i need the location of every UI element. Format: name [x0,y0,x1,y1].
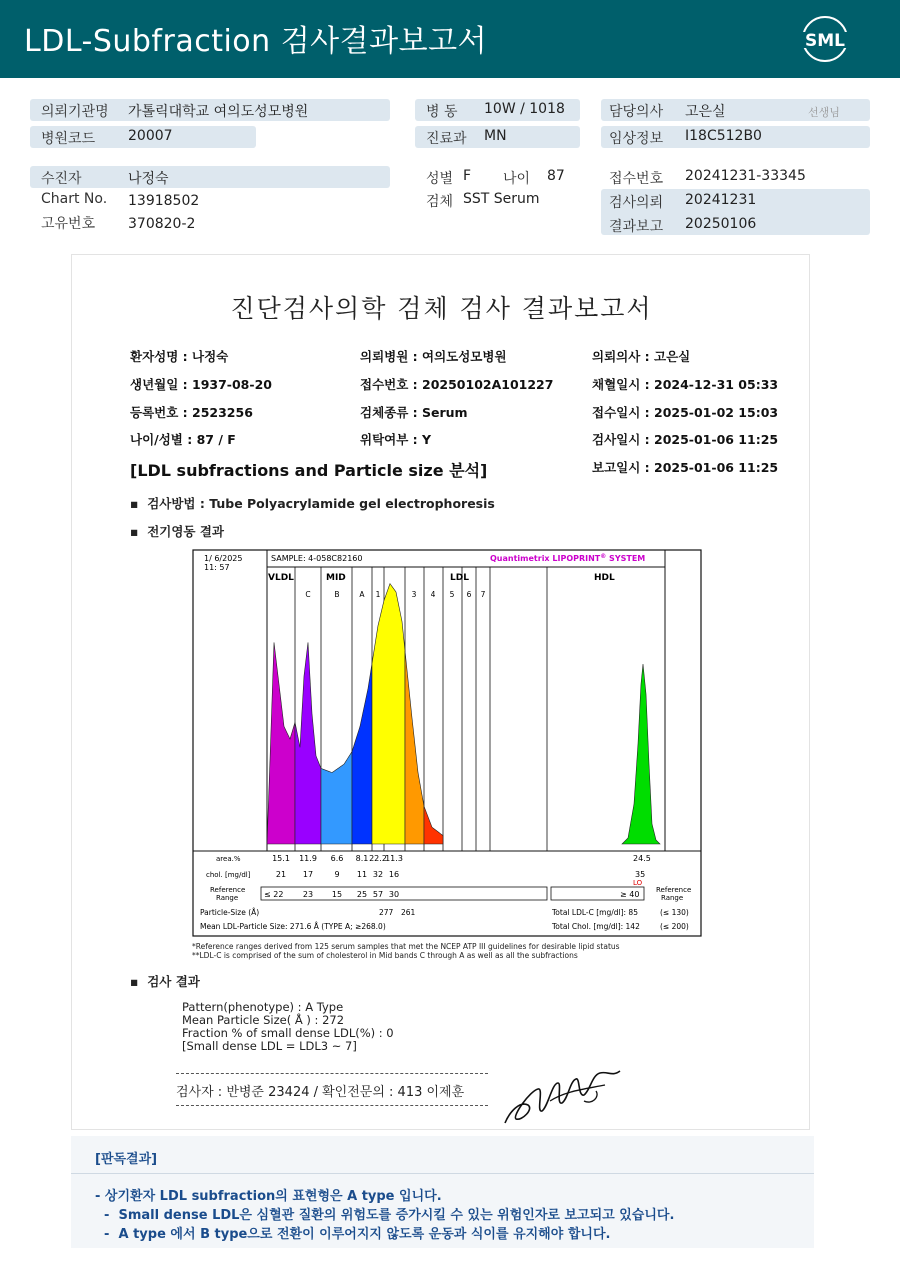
area-value: 22.2 [369,854,387,863]
interpretation-line-1: - 상기환자 LDL subfraction의 표현형은 A type 입니다. [95,1189,442,1204]
electrophoresis-chart [192,549,702,939]
doctor-label: 담당의사 [609,104,664,120]
ref-value: 25 [356,890,368,899]
doc-birth: 생년월일 : 1937-08-20 [130,377,272,392]
report-date-value: 20250106 [685,216,757,232]
receipt-value: 20241231-33345 [685,168,806,184]
hospital-code-value: 20007 [128,128,173,144]
group-vldl: VLDL [268,573,294,583]
psize-label: Particle-Size (Å) [200,908,260,917]
hospital-code-label: 병원코드 [41,131,96,147]
doc-receipt: 접수번호 : 20250102A101227 [360,377,554,392]
band-label-7: 7 [480,590,486,599]
doc-hospital: 의뢰병원 : 여의도성모병원 [360,349,507,364]
specimen-label: 검체 [426,194,454,210]
handwritten-signature [500,1061,630,1131]
doctor-suffix: 선생님 [808,106,840,119]
report-header [0,0,900,78]
report-date-label: 결과보고 [609,219,664,235]
clinical-label: 임상정보 [609,131,664,147]
age-label: 나이 [503,171,531,187]
area-value: 11.9 [299,854,317,863]
doc-age-sex: 나이/성별 : 87 / F [130,432,236,447]
doc-doctor: 의뢰의사 : 고은실 [592,349,691,364]
institution-label: 의뢰기관명 [41,104,109,120]
institution-value: 가톨릭대학교 여의도성모병원 [128,104,309,120]
electro-heading: ▪ 전기영동 결과 [130,524,224,539]
band-label-3: 3 [411,590,417,599]
chol-value: 9 [334,870,340,879]
report-title: LDL-Subfraction 검사결과보고서 [24,24,488,59]
psize-1: 277 [379,908,394,917]
chart-no-value: 13918502 [128,193,200,209]
ward-label: 병 동 [426,104,458,120]
ref-value: 15 [331,890,343,899]
total-ldl-ref: (≤ 130) [660,908,689,917]
result-line-2: Mean Particle Size( Å ) : 272 [182,1013,345,1027]
ref-value: 23 [302,890,314,899]
sex-label: 성별 [426,171,454,187]
result-line-4: [Small dense LDL = LDL3 ~ 7] [182,1039,357,1053]
ref-value: 30 [388,890,400,899]
ref-right-2: Range [661,894,684,902]
section-title: [LDL subfractions and Particle size 분석] [130,461,488,480]
group-mid: MID [326,573,346,583]
doc-collect: 채혈일시 : 2024-12-31 05:33 [592,377,779,392]
method-line: ▪ 검사방법 : Tube Polyacrylamide gel electrophoresis [130,496,495,511]
ward-value: 10W / 1018 [484,101,565,117]
chart-time: 11: 57 [204,563,230,572]
area-hdl: 24.5 [633,854,651,863]
patient-label: 수진자 [41,171,82,187]
area-value: 6.6 [330,854,344,863]
receipt-label: 접수번호 [609,171,664,187]
lab-report-document [71,254,810,1130]
ref-row-label-1: Reference [210,886,246,894]
doc-tested: 검사일시 : 2025-01-06 11:25 [592,432,779,447]
interpretation-line-2: - Small dense LDL은 심혈관 질환의 위험도를 증가시킬 수 있는 위험인자로 보고되고 있습니다. [95,1208,675,1223]
request-value: 20241231 [685,192,757,208]
logo-text: SML [805,31,845,51]
ref-row-label-2: Range [216,894,239,902]
total-chol-ref: (≤ 200) [660,922,689,931]
doctor-value: 고은실 [685,104,726,120]
group-hdl: HDL [594,573,615,583]
result-line-1: Pattern(phenotype) : A Type [182,1000,344,1014]
area-value: 11.3 [385,854,403,863]
specimen-value: SST Serum [463,191,540,207]
chol-value: 17 [302,870,314,879]
chol-flag: LO [633,879,643,887]
result-heading: ▪ 검사 결과 [130,974,200,989]
clinical-value: I18C512B0 [685,128,762,144]
chart-footnote-1: *Reference ranges derived from 125 serum samples that met the NCEP ATP III guidelines for desirable lipid status [192,942,620,951]
signature-line: 검사자 : 반병준 23424 / 확인전문의 : 413 이제훈 [176,1085,465,1100]
band-label-4: 4 [430,590,436,599]
area-row-label: area.% [216,855,241,863]
result-line-3: Fraction % of small dense LDL(%) : 0 [182,1026,394,1040]
interpretation-title: [판독결과] [95,1152,158,1167]
chart-no-label: Chart No. [41,191,108,207]
unique-no-value: 370820-2 [128,216,196,232]
chol-value: 32 [372,870,384,879]
band-label-6: 6 [466,590,472,599]
age-value: 87 [547,168,565,184]
chart-sample: SAMPLE: 4-058C82160 [271,554,363,563]
chol-value: 21 [275,870,287,879]
psize-2: 261 [401,908,416,917]
doc-reported: 보고일시 : 2025-01-06 11:25 [592,460,779,475]
doc-reg-no: 등록번호 : 2523256 [130,405,253,420]
unique-no-label: 고유번호 [41,216,96,232]
area-value: 15.1 [272,854,290,863]
chol-value: 16 [388,870,400,879]
group-ldl: LDL [450,573,469,583]
area-value: 8.1 [355,854,369,863]
band-label-1: 1 [375,590,381,599]
ref-right-1: Reference [656,886,692,894]
total-chol: Total Chol. [mg/dl]: 142 [552,922,640,931]
dept-label: 진료과 [426,131,467,147]
chart-footnote-2: **LDL-C is comprised of the sum of cholesterol in Mid bands C through A as well as all the subfractions [192,951,578,960]
chol-value: 11 [356,870,368,879]
interpretation-section [71,1136,814,1248]
document-title: 진단검사의학 검체 검사 결과보고서 [230,294,653,323]
band-label-5: 5 [449,590,455,599]
band-label-B: B [334,590,340,599]
doc-patient: 환자성명 : 나정숙 [130,349,229,364]
patient-value: 나정숙 [128,171,169,187]
band-label-A: A [359,590,365,599]
doc-consign: 위탁여부 : Y [360,432,432,447]
mean-size: Mean LDL-Particle Size: 271.6 Å (TYPE A; ≥268.0) [200,922,386,931]
ref-hdl: ≥ 40 [620,890,640,899]
chart-system: Quantimetrix LIPOPRINT® SYSTEM [490,553,646,563]
dept-value: MN [484,128,507,144]
interpretation-line-3: - A type 에서 B type으로 전환이 이루어지지 않도록 운동과 식이를 유지해야 합니다. [95,1227,611,1242]
ref-first: ≤ 22 [264,890,284,899]
sml-logo [800,14,850,64]
total-ldl: Total LDL-C [mg/dl]: 85 [552,908,638,917]
sex-value: F [463,168,472,184]
request-label: 검사의뢰 [609,195,664,211]
chol-row-label: chol. [mg/dl] [206,871,251,879]
chart-date: 1/ 6/2025 [204,554,243,563]
ref-value: 57 [372,890,384,899]
doc-received: 접수일시 : 2025-01-02 15:03 [592,405,779,420]
chol-hdl: 35 [635,870,646,879]
doc-specimen: 검체종류 : Serum [360,405,468,420]
band-label-C: C [305,590,311,599]
